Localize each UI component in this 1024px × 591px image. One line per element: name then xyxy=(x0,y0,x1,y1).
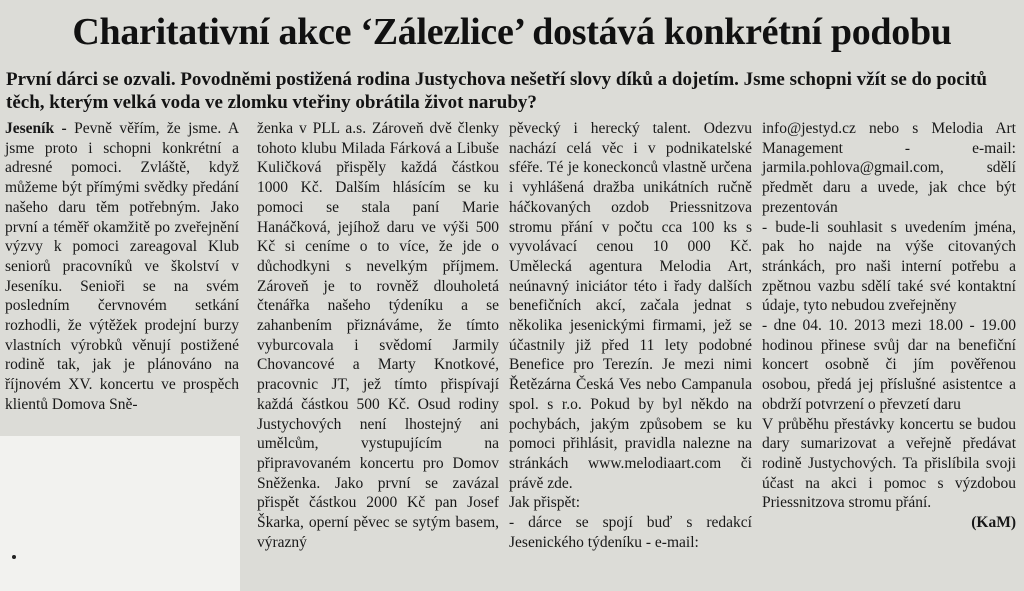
closing-paragraph: V průběhu přestávky koncertu se budou dary sumarizovat a veřejně předávat rodině Justychových. Ta přislíbila svoji účast na akci i pomoc s výzdobou Priessnitzova stromu přání. xyxy=(762,415,1016,512)
contribute-step-2: - bude-li souhlasit s uvedením jména, pak ho najde na výše citovaných stránkách, pro naši interní potřebu a zpětnou vazbu sdělí také své kontaktní údaje, tyto nebudou zveřejněny xyxy=(762,218,1016,315)
column-3 xyxy=(509,119,752,552)
how-to-contribute: Jak přispět: xyxy=(509,494,581,512)
speck-mark xyxy=(12,555,16,559)
author-signature: (KaM) xyxy=(971,514,1016,532)
contact-info: info@jestyd.cz nebo s Melodia Art Management - e-mail: jarmila.pohlova@gmail.com, sdělí předmět daru a uvede, jak chce být prezentován xyxy=(762,120,1016,216)
column-4 xyxy=(762,119,1016,533)
column-2-text: ženka v PLL a.s. Zároveň dvě členky tohoto klubu Milada Fárková a Libuše Kuličková přispěly každá částkou 1000 Kč. Dalším hlásícím se ku pomoci se stala paní Marie Hanáčková, jejíhož daru ve výši 500 Kč si ceníme o to více, že jde o důchodkyni s nevelkým příjmem. Zároveň je to rovněž dlouholetá čtenářka našeho týdeníku a se zahanbením přiznáváme, že tímto vyburcovala i svědomí Jarmily Chovancové a Marty Knotkové, pracovnic JT, jež tímto přispívají každá částkou 500 Kč. Osud rodiny Justychových není lhostejný ani umělcům, vystupujícím na připravovaném koncertu pro Domov Sněženka. Jako první se zavázal přispět částkou 2000 Kč pan Josef Škarka, operní pěvec se sytým basem, výrazný xyxy=(257,120,499,551)
column-3-text: pěvecký i herecký talent. Odezvu nachází celá věc i v podnikatelské sféře. Té je koneckonců vlastně určena i vyhlášená dražba unikátních ručně háčkovaných ozdob Priessnitzova stromu přání v počtu cca 100 ks s vyvolávací cenou 10 000 Kč. Umělecká agentura Melodia Art, neúnavný iniciátor této i řady dalších benefičních akcí, začala jednat s několika jesenickými firmami, jež se účastnily již před 11 lety podobné Benefice pro Terezín. Je mezi nimi Řetězárna Česká Ves nebo Campanula spol. s r.o. Pokud by byl někdo na pochybách, jakým způsobem se ku pomoci přihlásit, pravidla nalezne na stránkách www.melodiaart.com či právě zde. xyxy=(509,120,752,492)
contribute-step-1: - dárce se spojí buď s redakcí Jesenického týdeníku - e-mail: xyxy=(509,514,752,551)
lede: První dárci se ozvali. Povodněmi postižená rodina Justychova nešetří slovy díků a dojetím. Jsme schopni vžít se do pocitů těch, kterým velká voda ve zlomku vteřiny obrátila život naruby? xyxy=(6,69,987,113)
blank-corner xyxy=(0,436,240,591)
headline: Charitativní akce ‘Zálezlice’ dostává konkrétní podobu xyxy=(72,11,952,53)
column-1 xyxy=(5,119,239,415)
column-1-text: Pevně věřím, že jsme. A jsme proto i schopni konkrétní a adresné pomoci. Zvláště, když můžeme být přímými svědky předání našeho daru těm potřebným. Jako první a téměř okamžitě po zveřejnění výzvy k pomoci zareagoval Klub seniorů pracovníků ve školství v Jeseníku. Senioři se na svém posledním červnovém setkání rozhodli, že výtěžek prodejní burzy vlastních výrobků věnují postižené rodině tak, jak je plánováno na říjnovém XV. koncertu ve prospěch klientů Domova Sně- xyxy=(5,120,240,413)
column-2 xyxy=(257,119,499,552)
contribute-step-3: - dne 04. 10. 2013 mezi 18.00 - 19.00 hodinou přinese svůj dar na benefiční koncert osobně či jím pověřenou osobou, předá jej příslušné asistentce a obdrží potvrzení o převzetí daru xyxy=(762,317,1016,413)
dateline: Jeseník - xyxy=(5,120,67,137)
